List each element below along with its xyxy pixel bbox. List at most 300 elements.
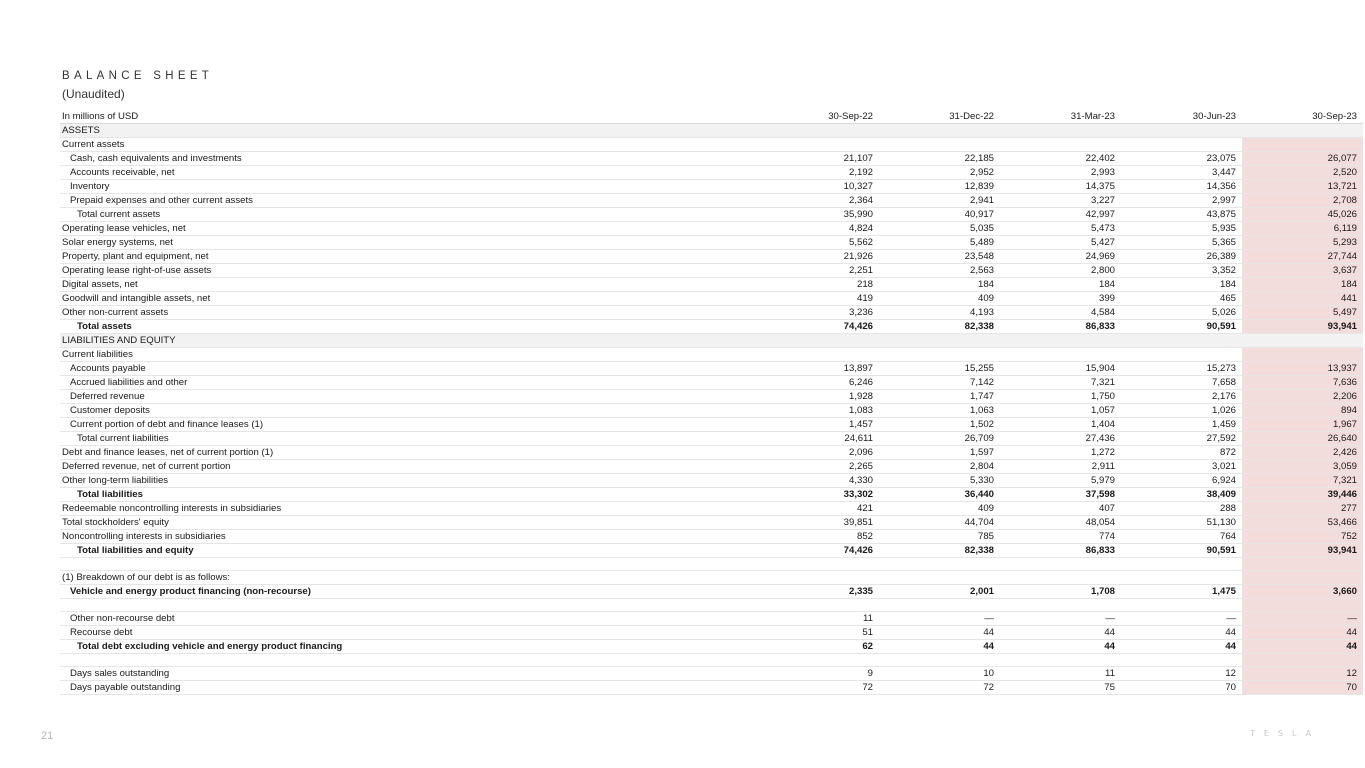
row-value: 3,059 <box>1242 460 1363 474</box>
row-label: Other non-recourse debt <box>60 612 758 626</box>
row-label: Redeemable noncontrolling interests in subsidiaries <box>60 502 758 516</box>
row-value: 86,833 <box>1000 544 1121 558</box>
row-value: 11 <box>1000 667 1121 681</box>
row-value <box>758 124 879 138</box>
row-value: 184 <box>1121 278 1242 292</box>
row-value: 2,520 <box>1242 166 1363 180</box>
row-value: 277 <box>1242 502 1363 516</box>
row-value <box>758 558 879 571</box>
row-label: Current portion of debt and finance leases (1) <box>60 418 758 432</box>
row-value: 872 <box>1121 446 1242 460</box>
row-value: 72 <box>879 681 1000 695</box>
table-header-row <box>60 110 1363 124</box>
row-value <box>1000 654 1121 667</box>
table-row <box>60 654 1363 667</box>
row-value: 22,402 <box>1000 152 1121 166</box>
row-value <box>1242 558 1363 571</box>
row-value: 894 <box>1242 404 1363 418</box>
row-label: Total current liabilities <box>60 432 758 446</box>
row-value <box>1000 138 1121 152</box>
row-value: 6,246 <box>758 376 879 390</box>
row-value: 23,548 <box>879 250 1000 264</box>
row-value: 11 <box>758 612 879 626</box>
row-label <box>60 654 758 667</box>
row-label: Customer deposits <box>60 404 758 418</box>
row-value: 4,824 <box>758 222 879 236</box>
tesla-logo: TESLA <box>1250 729 1321 738</box>
row-label <box>60 599 758 612</box>
row-value: 5,979 <box>1000 474 1121 488</box>
row-value: 1,026 <box>1121 404 1242 418</box>
table-row <box>60 390 1363 404</box>
row-value: 40,917 <box>879 208 1000 222</box>
row-value: 74,426 <box>758 544 879 558</box>
row-value: 184 <box>1000 278 1121 292</box>
row-value: 14,375 <box>1000 180 1121 194</box>
row-label: Digital assets, net <box>60 278 758 292</box>
row-value: 22,185 <box>879 152 1000 166</box>
row-value: 5,035 <box>879 222 1000 236</box>
row-value: 44 <box>1000 626 1121 640</box>
row-label: LIABILITIES AND EQUITY <box>60 334 758 348</box>
row-value: 419 <box>758 292 879 306</box>
row-value <box>1000 348 1121 362</box>
row-value: 10 <box>879 667 1000 681</box>
row-value: 12 <box>1121 667 1242 681</box>
row-value <box>1121 334 1242 348</box>
row-value <box>1121 138 1242 152</box>
row-value <box>1242 348 1363 362</box>
table-row <box>60 544 1363 558</box>
row-value <box>1000 599 1121 612</box>
row-value: 6,119 <box>1242 222 1363 236</box>
row-label: Days payable outstanding <box>60 681 758 695</box>
row-value: 1,272 <box>1000 446 1121 460</box>
row-value: 774 <box>1000 530 1121 544</box>
row-label: Vehicle and energy product financing (non-recourse) <box>60 585 758 599</box>
row-value: 3,637 <box>1242 264 1363 278</box>
row-value: 2,952 <box>879 166 1000 180</box>
row-value: 4,193 <box>879 306 1000 320</box>
row-value: 7,321 <box>1000 376 1121 390</box>
row-value: 2,176 <box>1121 390 1242 404</box>
row-label: Other long-term liabilities <box>60 474 758 488</box>
row-value: 10,327 <box>758 180 879 194</box>
row-value <box>1000 571 1121 585</box>
row-value: 1,928 <box>758 390 879 404</box>
row-value: 3,447 <box>1121 166 1242 180</box>
row-value: 7,636 <box>1242 376 1363 390</box>
row-value: 44 <box>1242 640 1363 654</box>
row-value <box>1242 599 1363 612</box>
row-label: ASSETS <box>60 124 758 138</box>
row-value: 75 <box>1000 681 1121 695</box>
table-row <box>60 474 1363 488</box>
row-value: 39,446 <box>1242 488 1363 502</box>
row-value: 3,352 <box>1121 264 1242 278</box>
row-value: 2,335 <box>758 585 879 599</box>
table-row <box>60 640 1363 654</box>
row-value: — <box>1121 612 1242 626</box>
table-row <box>60 585 1363 599</box>
row-value: 13,937 <box>1242 362 1363 376</box>
row-value <box>1121 558 1242 571</box>
table-row <box>60 124 1363 138</box>
row-value: 5,497 <box>1242 306 1363 320</box>
row-value: 1,475 <box>1121 585 1242 599</box>
row-value: 24,969 <box>1000 250 1121 264</box>
row-value: 23,075 <box>1121 152 1242 166</box>
row-value: 218 <box>758 278 879 292</box>
row-value: 51,130 <box>1121 516 1242 530</box>
row-value: 1,083 <box>758 404 879 418</box>
row-value: 2,800 <box>1000 264 1121 278</box>
row-value: 1,459 <box>1121 418 1242 432</box>
row-value: 44 <box>1242 626 1363 640</box>
row-value: 5,489 <box>879 236 1000 250</box>
row-value: 36,440 <box>879 488 1000 502</box>
row-value <box>1242 334 1363 348</box>
row-value: 13,897 <box>758 362 879 376</box>
table-row <box>60 334 1363 348</box>
table-row <box>60 166 1363 180</box>
table-row <box>60 571 1363 585</box>
row-value: 5,473 <box>1000 222 1121 236</box>
row-value <box>879 571 1000 585</box>
table-row <box>60 180 1363 194</box>
table-row <box>60 516 1363 530</box>
table-row <box>60 626 1363 640</box>
row-value: 1,967 <box>1242 418 1363 432</box>
row-label: Total liabilities and equity <box>60 544 758 558</box>
page-title: BALANCE SHEET <box>62 70 214 82</box>
row-value: 785 <box>879 530 1000 544</box>
row-value: 70 <box>1242 681 1363 695</box>
row-value <box>879 138 1000 152</box>
table-row <box>60 278 1363 292</box>
row-value: 51 <box>758 626 879 640</box>
row-value <box>1242 124 1363 138</box>
row-value: 21,926 <box>758 250 879 264</box>
row-value: 45,026 <box>1242 208 1363 222</box>
row-label: Current liabilities <box>60 348 758 362</box>
table-row <box>60 348 1363 362</box>
row-value: 2,426 <box>1242 446 1363 460</box>
row-label: Goodwill and intangible assets, net <box>60 292 758 306</box>
row-value: 4,584 <box>1000 306 1121 320</box>
row-label: Cash, cash equivalents and investments <box>60 152 758 166</box>
row-label: Debt and finance leases, net of current portion (1) <box>60 446 758 460</box>
row-label: Total debt excluding vehicle and energy product financing <box>60 640 758 654</box>
row-value: 26,389 <box>1121 250 1242 264</box>
row-value: 44 <box>879 640 1000 654</box>
page-subtitle: (Unaudited) <box>62 87 125 101</box>
table-row <box>60 558 1363 571</box>
row-value <box>758 334 879 348</box>
row-label: (1) Breakdown of our debt is as follows: <box>60 571 758 585</box>
row-value: 44 <box>1121 626 1242 640</box>
row-value: 26,077 <box>1242 152 1363 166</box>
row-value <box>758 348 879 362</box>
row-label: Property, plant and equipment, net <box>60 250 758 264</box>
row-value: 1,457 <box>758 418 879 432</box>
column-header-period: 30-Jun-23 <box>1121 110 1242 124</box>
row-value: 93,941 <box>1242 320 1363 334</box>
table-row <box>60 208 1363 222</box>
row-value: 409 <box>879 502 1000 516</box>
row-label: Operating lease vehicles, net <box>60 222 758 236</box>
row-value: 2,096 <box>758 446 879 460</box>
row-value: 48,054 <box>1000 516 1121 530</box>
row-value: 6,924 <box>1121 474 1242 488</box>
row-value: — <box>879 612 1000 626</box>
table-row <box>60 432 1363 446</box>
row-value: 407 <box>1000 502 1121 516</box>
table-row <box>60 250 1363 264</box>
column-header-period: 31-Dec-22 <box>879 110 1000 124</box>
row-value: 1,404 <box>1000 418 1121 432</box>
row-label: Operating lease right-of-use assets <box>60 264 758 278</box>
row-value: 3,021 <box>1121 460 1242 474</box>
row-value: 184 <box>879 278 1000 292</box>
table-row <box>60 418 1363 432</box>
row-value: 7,658 <box>1121 376 1242 390</box>
row-value: 2,001 <box>879 585 1000 599</box>
row-value: 90,591 <box>1121 544 1242 558</box>
row-value: 74,426 <box>758 320 879 334</box>
table-row <box>60 599 1363 612</box>
row-label: Noncontrolling interests in subsidiaries <box>60 530 758 544</box>
row-value: 2,265 <box>758 460 879 474</box>
row-value <box>1121 348 1242 362</box>
row-value: 5,935 <box>1121 222 1242 236</box>
row-value: 35,990 <box>758 208 879 222</box>
row-value: — <box>1000 612 1121 626</box>
row-value: 90,591 <box>1121 320 1242 334</box>
balance-sheet-body <box>60 110 1363 695</box>
table-row <box>60 138 1363 152</box>
row-value: 27,436 <box>1000 432 1121 446</box>
balance-sheet-table <box>60 110 1363 695</box>
row-label: Solar energy systems, net <box>60 236 758 250</box>
row-value: 15,273 <box>1121 362 1242 376</box>
row-label: Deferred revenue, net of current portion <box>60 460 758 474</box>
row-value: 27,592 <box>1121 432 1242 446</box>
row-value: 44,704 <box>879 516 1000 530</box>
row-value: 1,597 <box>879 446 1000 460</box>
table-row <box>60 376 1363 390</box>
row-label: Deferred revenue <box>60 390 758 404</box>
row-label: Accounts receivable, net <box>60 166 758 180</box>
row-value: 2,941 <box>879 194 1000 208</box>
row-value: 1,063 <box>879 404 1000 418</box>
row-value: 9 <box>758 667 879 681</box>
row-value <box>1121 571 1242 585</box>
table-row <box>60 264 1363 278</box>
row-value: 1,750 <box>1000 390 1121 404</box>
row-value: — <box>1242 612 1363 626</box>
row-value: 82,338 <box>879 544 1000 558</box>
row-value: 1,502 <box>879 418 1000 432</box>
row-label: Current assets <box>60 138 758 152</box>
table-row <box>60 488 1363 502</box>
row-value <box>1242 654 1363 667</box>
row-label: Accounts payable <box>60 362 758 376</box>
table-row <box>60 681 1363 695</box>
row-value: 44 <box>879 626 1000 640</box>
table-row <box>60 530 1363 544</box>
row-value: 4,330 <box>758 474 879 488</box>
row-value: 2,804 <box>879 460 1000 474</box>
row-value: 86,833 <box>1000 320 1121 334</box>
table-row <box>60 667 1363 681</box>
row-value <box>1121 124 1242 138</box>
row-value: 33,302 <box>758 488 879 502</box>
row-value: 1,708 <box>1000 585 1121 599</box>
table-row <box>60 222 1363 236</box>
row-value: 38,409 <box>1121 488 1242 502</box>
row-label: Total assets <box>60 320 758 334</box>
row-value: 26,640 <box>1242 432 1363 446</box>
table-row <box>60 460 1363 474</box>
row-value: 7,321 <box>1242 474 1363 488</box>
column-header-period: 31-Mar-23 <box>1000 110 1121 124</box>
row-value: 12,839 <box>879 180 1000 194</box>
row-value <box>758 571 879 585</box>
row-label: Total stockholders' equity <box>60 516 758 530</box>
row-value: 2,993 <box>1000 166 1121 180</box>
row-value: 21,107 <box>758 152 879 166</box>
row-value: 399 <box>1000 292 1121 306</box>
row-value: 42,997 <box>1000 208 1121 222</box>
row-label: Recourse debt <box>60 626 758 640</box>
table-row <box>60 612 1363 626</box>
row-value: 5,427 <box>1000 236 1121 250</box>
row-value <box>1000 558 1121 571</box>
row-value: 3,660 <box>1242 585 1363 599</box>
row-value <box>879 124 1000 138</box>
row-value <box>1121 599 1242 612</box>
row-value: 2,192 <box>758 166 879 180</box>
row-value: 12 <box>1242 667 1363 681</box>
row-value <box>879 558 1000 571</box>
row-value: 15,255 <box>879 362 1000 376</box>
row-value: 421 <box>758 502 879 516</box>
row-label: Other non-current assets <box>60 306 758 320</box>
row-value: 752 <box>1242 530 1363 544</box>
row-value <box>758 138 879 152</box>
row-label: Total liabilities <box>60 488 758 502</box>
table-row <box>60 404 1363 418</box>
table-row <box>60 194 1363 208</box>
table-row <box>60 236 1363 250</box>
page-number: 21 <box>41 730 54 742</box>
row-value: 288 <box>1121 502 1242 516</box>
row-value: 15,904 <box>1000 362 1121 376</box>
row-value <box>1121 654 1242 667</box>
row-value: 70 <box>1121 681 1242 695</box>
row-value: 39,851 <box>758 516 879 530</box>
row-value: 26,709 <box>879 432 1000 446</box>
row-value: 53,466 <box>1242 516 1363 530</box>
row-value: 43,875 <box>1121 208 1242 222</box>
row-value: 37,598 <box>1000 488 1121 502</box>
row-value <box>758 599 879 612</box>
row-value: 2,251 <box>758 264 879 278</box>
table-row <box>60 306 1363 320</box>
row-value: 93,941 <box>1242 544 1363 558</box>
row-value: 3,227 <box>1000 194 1121 208</box>
row-value <box>1000 124 1121 138</box>
row-value: 184 <box>1242 278 1363 292</box>
row-value: 2,563 <box>879 264 1000 278</box>
row-value: 2,708 <box>1242 194 1363 208</box>
row-label: Accrued liabilities and other <box>60 376 758 390</box>
column-header-period: 30-Sep-23 <box>1242 110 1363 124</box>
row-value: 14,356 <box>1121 180 1242 194</box>
row-value: 5,562 <box>758 236 879 250</box>
row-value: 409 <box>879 292 1000 306</box>
row-value: 5,293 <box>1242 236 1363 250</box>
row-value <box>879 599 1000 612</box>
row-value: 62 <box>758 640 879 654</box>
row-value <box>1242 571 1363 585</box>
table-row <box>60 362 1363 376</box>
row-value: 3,236 <box>758 306 879 320</box>
table-row <box>60 446 1363 460</box>
row-value: 465 <box>1121 292 1242 306</box>
row-value <box>758 654 879 667</box>
column-header-label: In millions of USD <box>60 110 758 124</box>
row-label: Total current assets <box>60 208 758 222</box>
table-row <box>60 320 1363 334</box>
row-label: Inventory <box>60 180 758 194</box>
row-value <box>1000 334 1121 348</box>
row-value: 44 <box>1000 640 1121 654</box>
table-row <box>60 502 1363 516</box>
row-value: 44 <box>1121 640 1242 654</box>
row-value: 5,365 <box>1121 236 1242 250</box>
row-value: 24,611 <box>758 432 879 446</box>
row-label <box>60 558 758 571</box>
row-value: 5,026 <box>1121 306 1242 320</box>
table-row <box>60 292 1363 306</box>
row-value: 27,744 <box>1242 250 1363 264</box>
row-value: 852 <box>758 530 879 544</box>
row-value: 82,338 <box>879 320 1000 334</box>
row-value <box>879 334 1000 348</box>
row-value <box>879 348 1000 362</box>
row-value: 2,911 <box>1000 460 1121 474</box>
row-label: Prepaid expenses and other current assets <box>60 194 758 208</box>
row-label: Days sales outstanding <box>60 667 758 681</box>
row-value: 7,142 <box>879 376 1000 390</box>
row-value: 2,364 <box>758 194 879 208</box>
row-value: 1,747 <box>879 390 1000 404</box>
row-value: 1,057 <box>1000 404 1121 418</box>
table-row <box>60 152 1363 166</box>
row-value <box>879 654 1000 667</box>
row-value: 2,997 <box>1121 194 1242 208</box>
row-value: 72 <box>758 681 879 695</box>
row-value: 764 <box>1121 530 1242 544</box>
row-value: 5,330 <box>879 474 1000 488</box>
row-value: 2,206 <box>1242 390 1363 404</box>
row-value: 441 <box>1242 292 1363 306</box>
column-header-period: 30-Sep-22 <box>758 110 879 124</box>
row-value <box>1242 138 1363 152</box>
row-value: 13,721 <box>1242 180 1363 194</box>
